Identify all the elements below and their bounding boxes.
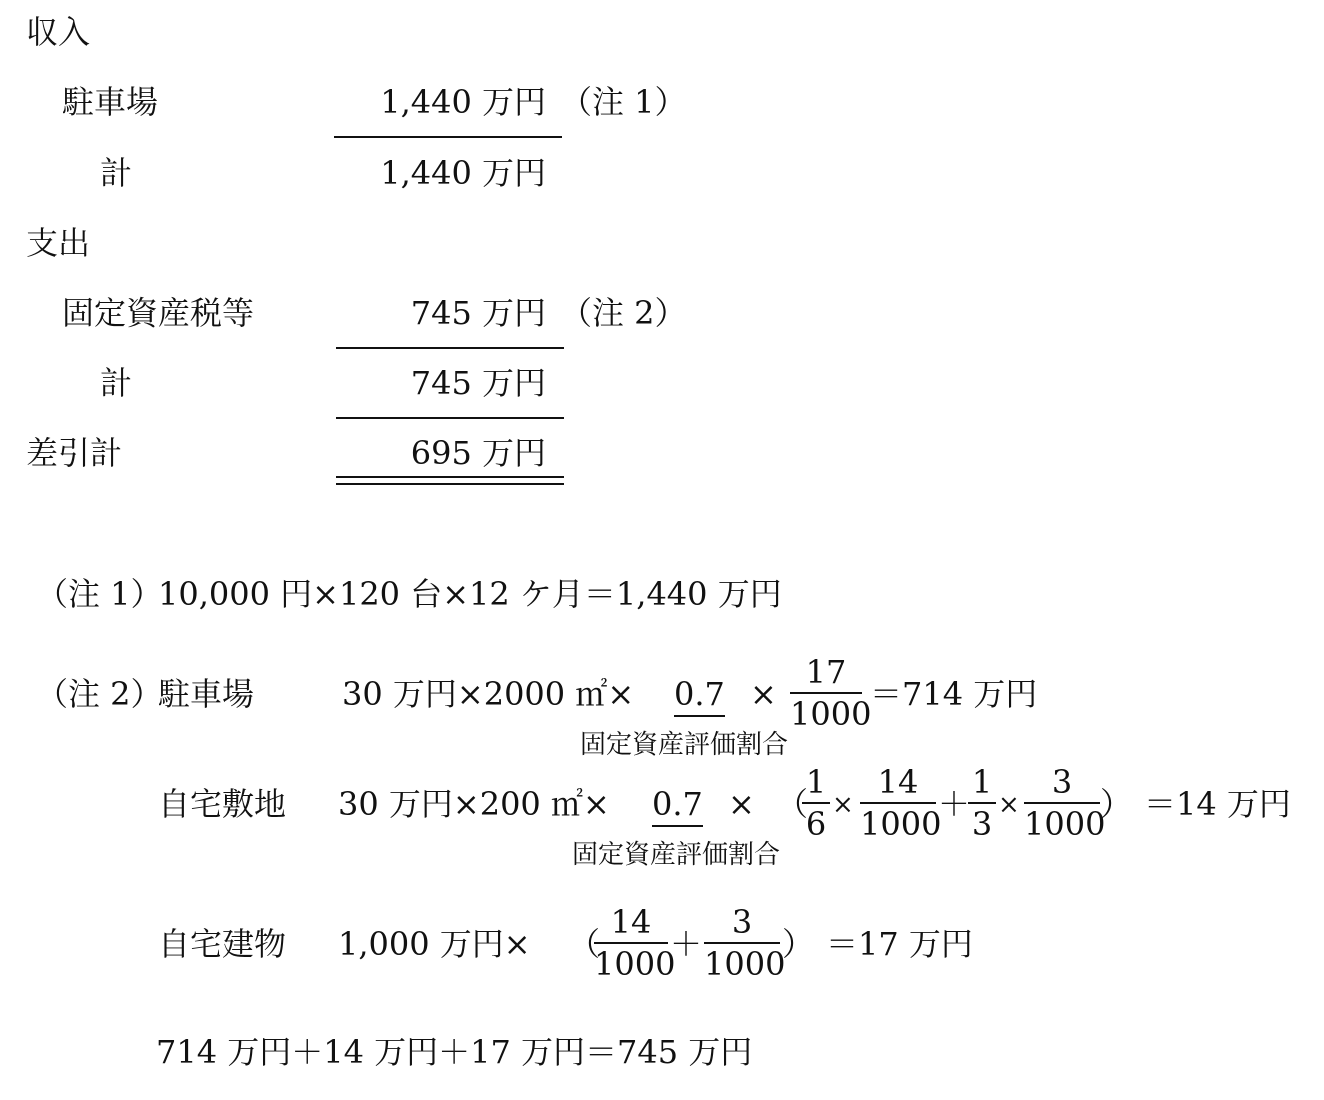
expense-tax-note: （注 2） [560, 294, 687, 332]
note1-formula: 10,000 円×120 台×12 ケ月＝1,440 万円 [158, 575, 782, 613]
note2-parking-times: × [750, 675, 777, 713]
note2-sum: 714 万円＋14 万円＋17 万円＝745 万円 [156, 1033, 753, 1071]
note2-parking-ratio: 0.7 [674, 678, 725, 710]
note2-homeland-plus: ＋ [938, 785, 971, 823]
net-value: 695 万円 [410, 434, 546, 472]
fraction-numerator: 1 [805, 763, 827, 801]
note2-homeland-fraction-3 [968, 763, 996, 843]
note2-homeland-fraction-4 [1024, 763, 1106, 843]
income-subtotal-rule [334, 136, 562, 138]
note1-label: （注 1） [36, 575, 163, 613]
note2-building-prefix: 1,000 万円× [338, 925, 531, 963]
note2-homeland-close-paren: ） [1100, 785, 1133, 823]
expense-tax-value: 745 万円 [410, 294, 546, 332]
fraction-numerator: 1 [971, 763, 993, 801]
income-total-label: 計 [100, 154, 133, 192]
income-heading: 収入 [26, 13, 91, 51]
note2-parking-label: 駐車場 [158, 675, 255, 713]
fraction-denominator: 1000 [1024, 805, 1106, 843]
note2-homeland-times: × [728, 785, 755, 823]
income-parking-value: 1,440 万円 [380, 83, 546, 121]
note2-homeland-fraction-2 [860, 763, 942, 843]
fraction-numerator: 3 [1051, 763, 1073, 801]
net-double-rule [336, 476, 564, 485]
note2-parking-ratio-caption: 固定資産評価割合 [580, 730, 789, 760]
note2-building-fraction-1 [594, 903, 676, 983]
note2-homeland-ratio: 0.7 [652, 788, 703, 820]
note2-homeland-prefix: 30 万円×200 ㎡× [338, 785, 610, 823]
note2-parking-prefix: 30 万円×2000 ㎡× [342, 675, 635, 713]
note2-building-label: 自宅建物 [158, 925, 287, 963]
note2-homeland-open-paren: （ [776, 785, 809, 823]
note2-building-close-paren: ） [782, 925, 815, 963]
expense-heading: 支出 [26, 224, 91, 262]
fraction-denominator: 3 [971, 805, 993, 843]
note2-building-result: ＝17 万円 [826, 925, 973, 963]
note2-building-open-paren: （ [568, 925, 601, 963]
note2-homeland-fraction-1 [802, 763, 830, 843]
note2-homeland-ratio-caption: 固定資産評価割合 [572, 840, 781, 870]
expense-subtotal-rule [336, 347, 564, 349]
fraction-denominator: 1000 [860, 805, 942, 843]
fraction-numerator: 14 [877, 763, 919, 801]
expense-total-label: 計 [100, 364, 133, 402]
fraction-numerator: 17 [805, 653, 847, 691]
expense-tax-label: 固定資産税等 [62, 294, 255, 332]
note2-building-fraction-2 [704, 903, 786, 983]
note2-homeland-times-1: × [832, 790, 854, 820]
note2-homeland-times-2: × [998, 790, 1020, 820]
fraction-denominator: 6 [805, 805, 827, 843]
fraction-denominator: 1000 [594, 945, 676, 983]
note2-homeland-label: 自宅敷地 [158, 785, 287, 823]
note2-label: （注 2） [36, 675, 163, 713]
note2-parking-fraction [790, 653, 872, 733]
income-parking-label: 駐車場 [62, 83, 159, 121]
note2-building-plus: ＋ [670, 925, 703, 963]
expense-total-value: 745 万円 [410, 364, 546, 402]
fraction-numerator: 3 [731, 903, 753, 941]
fraction-denominator: 1000 [704, 945, 786, 983]
note2-parking-result: ＝714 万円 [870, 675, 1038, 713]
note2-homeland-result: ＝14 万円 [1144, 785, 1291, 823]
net-label: 差引計 [26, 434, 123, 472]
income-parking-note: （注 1） [560, 83, 687, 121]
income-total-value: 1,440 万円 [380, 154, 546, 192]
fraction-denominator: 1000 [790, 695, 872, 733]
fraction-numerator: 14 [610, 903, 652, 941]
net-rule [336, 417, 564, 419]
